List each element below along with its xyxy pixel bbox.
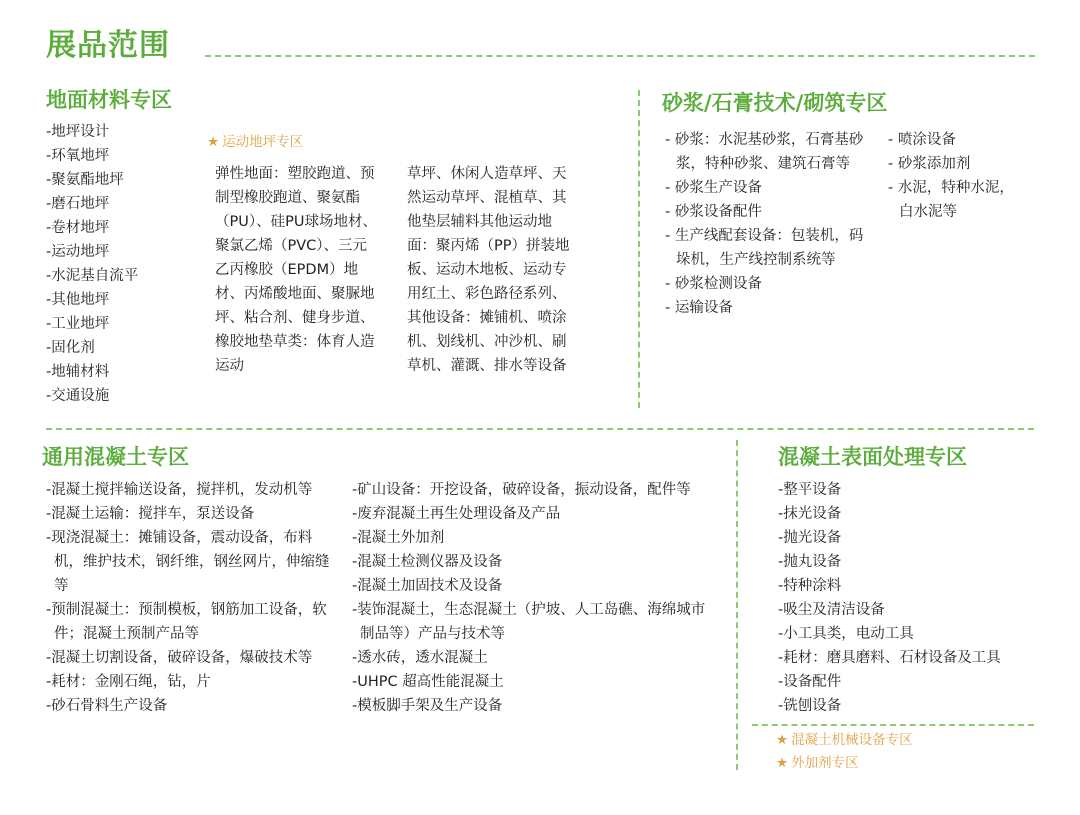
list-item: -设备配件 — [778, 674, 842, 690]
list-item: - 喷涂设备 — [888, 132, 956, 148]
list-item: -混凝土外加剂 — [352, 530, 445, 546]
sport-floor-text-col2: 草坪、休闲人造草坪、天然运动草坪、混植草、其他垫层辅料其他运动地面：聚丙烯（PP）拼装地板、运动木地板、运动专用红土、彩色路径系列、其他设备：摊铺机、喷涂机、划线机、冲沙机、刷草机、灌溉、排水等设备 — [407, 166, 570, 374]
list-item: - 砂浆检测设备 — [665, 276, 762, 292]
list-item: -交通设施 — [46, 388, 110, 404]
list-item: - 砂浆：水泥基砂浆，石膏基砂浆，特种砂浆、建筑石膏等 — [665, 132, 864, 172]
mortar-zone-list-col2 — [888, 128, 1023, 224]
list-item: -吸尘及清洁设备 — [778, 602, 885, 618]
list-item: -铣刨设备 — [778, 698, 842, 714]
list-item: -抹光设备 — [778, 506, 842, 522]
list-item: -地辅材料 — [46, 364, 110, 380]
divider-horizontal-middle — [46, 428, 1034, 430]
admixture-zone-label — [776, 752, 859, 774]
sport-floor-zone-text: 运动地坪专区 — [222, 134, 304, 150]
list-item: -耗材：金刚石绳，钻，片 — [46, 674, 211, 690]
list-item: -混凝土检测仪器及设备 — [352, 554, 503, 570]
list-item: -砂石骨料生产设备 — [46, 698, 168, 714]
concrete-machinery-zone-label — [776, 729, 913, 751]
concrete-zone-title: 通用混凝土专区 — [42, 445, 189, 469]
mortar-zone-list-col1 — [665, 128, 865, 320]
list-item: -特种涂料 — [778, 578, 842, 594]
list-item: -混凝土运输：搅拌车，泵送设备 — [46, 506, 255, 522]
star-icon: ★ — [776, 755, 789, 771]
list-item: -水泥基自流平 — [46, 268, 139, 284]
list-item: -废弃混凝土再生处理设备及产品 — [352, 506, 561, 522]
list-item: -混凝土搅拌输送设备，搅拌机，发动机等 — [46, 482, 313, 498]
list-item: -磨石地坪 — [46, 196, 110, 212]
list-item: -混凝土切割设备，破碎设备，爆破技术等 — [46, 650, 313, 666]
list-item: -环氧地坪 — [46, 148, 110, 164]
floor-zone-list — [46, 120, 206, 408]
list-item: -耗材：磨具磨料、石材设备及工具 — [778, 650, 1001, 666]
surface-zone-list — [778, 478, 1058, 718]
list-item: -抛丸设备 — [778, 554, 842, 570]
list-item: -运动地坪 — [46, 244, 110, 260]
list-item: -预制混凝土：预制模板，钢筋加工设备，软件；混凝土预制产品等 — [46, 602, 327, 642]
list-item: -聚氨酯地坪 — [46, 172, 124, 188]
divider-vertical-top — [638, 90, 640, 408]
list-item: -固化剂 — [46, 340, 95, 356]
title-divider — [205, 55, 1035, 57]
divider-vertical-bottom — [736, 440, 738, 770]
list-item: -矿山设备：开挖设备，破碎设备，振动设备，配件等 — [352, 482, 691, 498]
list-item: - 水泥，特种水泥，白水泥等 — [888, 180, 1014, 220]
list-item: - 运输设备 — [665, 300, 733, 316]
list-item: -卷材地坪 — [46, 220, 110, 236]
star-icon: ★ — [207, 134, 220, 150]
list-item: -其他地坪 — [46, 292, 110, 308]
list-item: -工业地坪 — [46, 316, 110, 332]
list-item: -小工具类，电动工具 — [778, 626, 914, 642]
list-item: -UHPC 超高性能混凝土 — [352, 674, 504, 690]
list-item: -地坪设计 — [46, 124, 110, 140]
list-item: - 砂浆设备配件 — [665, 204, 762, 220]
list-item: -整平设备 — [778, 482, 842, 498]
list-item: - 生产线配套设备：包装机，码垛机，生产线控制系统等 — [665, 228, 864, 268]
list-item: - 砂浆生产设备 — [665, 180, 762, 196]
page-title: 展品范围 — [46, 28, 170, 63]
admixture-zone-text: 外加剂专区 — [791, 755, 859, 771]
list-item: -混凝土加固技术及设备 — [352, 578, 503, 594]
concrete-machinery-zone-text: 混凝土机械设备专区 — [791, 732, 913, 748]
list-item: -透水砖，透水混凝土 — [352, 650, 488, 666]
mortar-zone-title: 砂浆/石膏技术/砌筑专区 — [662, 91, 888, 115]
concrete-zone-list-col2 — [352, 478, 717, 718]
sport-floor-text-col1: 弹性地面：塑胶跑道、预制型橡胶跑道、聚氨酯（PU）、硅PU球场地材、聚氯乙烯（PVC）、三元乙丙橡胶（EPDM）地材、丙烯酸地面、聚脲地坪、粘合剂、健身步道、橡胶地垫草类：体育人造运动 — [215, 166, 377, 374]
list-item: -现浇混凝土：摊铺设备，震动设备，布料机，维护技术，钢纤维，钢丝网片，伸缩缝等 — [46, 530, 330, 594]
floor-zone-title: 地面材料专区 — [46, 88, 172, 112]
list-item: - 砂浆添加剂 — [888, 156, 971, 172]
surface-zone-title: 混凝土表面处理专区 — [778, 445, 967, 469]
sport-floor-zone-label — [207, 131, 303, 153]
list-item: -模板脚手架及生产设备 — [352, 698, 503, 714]
list-item: -抛光设备 — [778, 530, 842, 546]
star-icon: ★ — [776, 732, 789, 748]
list-item: -装饰混凝土，生态混凝土（护坡、人工岛礁、海绵城市制品等）产品与技术等 — [352, 602, 706, 642]
surface-zone-divider — [752, 724, 1034, 726]
concrete-zone-list-col1 — [46, 478, 331, 718]
